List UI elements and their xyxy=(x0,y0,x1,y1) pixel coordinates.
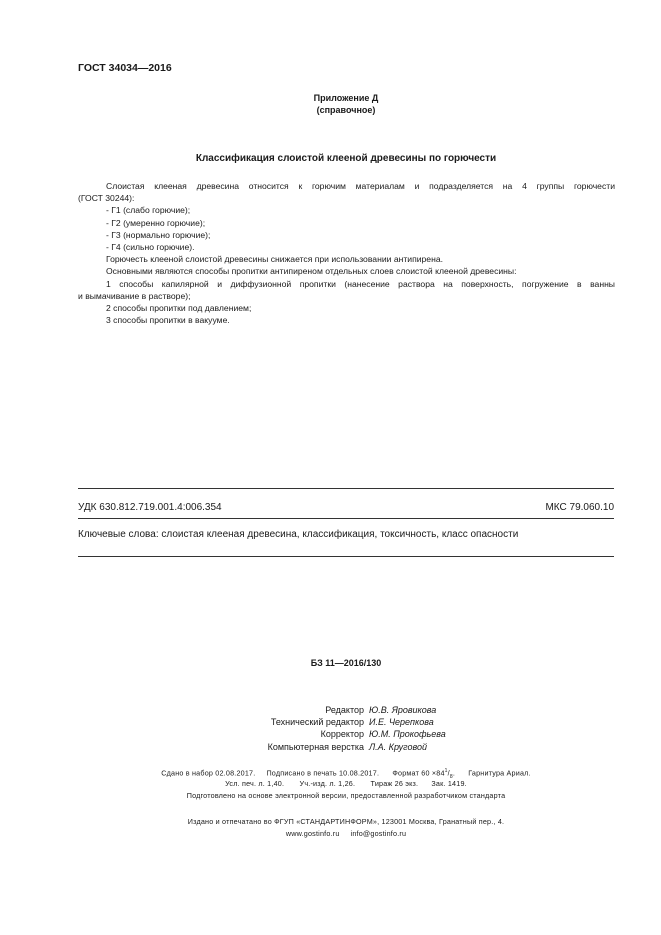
section-title: Классификация слоистой клееной древесины по горючести xyxy=(195,153,497,164)
source-note: Подготовлено на основе электронной версии, предоставленной разработчиком стандарта xyxy=(186,791,506,800)
format-sub: 8 xyxy=(449,773,453,780)
staff-name: Ю.М. Прокофьева xyxy=(369,729,446,740)
staff-name: И.Е. Черепкова xyxy=(369,717,434,728)
staff-row xyxy=(200,704,446,716)
paragraph: Горючесть клееной слоистой древесины снижается при использовании антипирена. xyxy=(106,254,444,265)
paragraph: Слоистая клееная древесина относится к горючим материалам и подразделяется на 4 группы горючести xyxy=(106,181,615,191)
paragraph: Основными являются способы пропитки антипиреном отдельных слоев слоистой клееной древесины: xyxy=(106,266,517,277)
divider xyxy=(78,488,614,489)
print-stats: Усл. печ. л. 1,40. Уч.-изд. л. 1,26. Тираж 26 экз. Зак. 1419. xyxy=(225,779,467,788)
udk-code: УДК 630.812.719.001.4:006.354 xyxy=(78,502,222,513)
bz-number: БЗ 11—2016/130 xyxy=(310,658,382,668)
keywords: Ключевые слова: слоистая клееная древесина, классификация, токсичность, класс опасности xyxy=(78,529,519,540)
staff-role: Редактор xyxy=(325,705,364,715)
publisher-links: www.gostinfo.ru info@gostinfo.ru xyxy=(285,829,407,838)
staff-role: Технический редактор xyxy=(270,717,364,728)
staff-row xyxy=(200,741,446,753)
mks-code: МКС 79.060.10 xyxy=(545,502,614,513)
list-item: - Г4 (сильно горючие). xyxy=(106,242,195,253)
staff-name: Л.А. Круговой xyxy=(369,741,428,752)
appendix-title: Приложение Д xyxy=(313,93,379,103)
staff-list xyxy=(200,704,446,753)
staff-row xyxy=(200,716,446,728)
print-details-a: Сдано в набор 02.08.2017. Подписано в печать 10.08.2017. Формат 60 ×84 xyxy=(161,768,445,778)
list-item: 1 способы капилярной и диффузионной пропитки (нанесение раствора на поверхность, погружение в ванны xyxy=(106,278,615,289)
appendix-subtitle: (справочное) xyxy=(316,105,376,115)
staff-role: Компьютерная верстка xyxy=(267,741,364,752)
list-item: - Г2 (умеренно горючие); xyxy=(106,217,206,228)
divider xyxy=(78,556,614,557)
format-sup: 1 xyxy=(444,768,448,774)
list-item: - Г1 (слабо горючие); xyxy=(106,205,191,216)
print-details: Сдано в набор 02.08.2017. Подписано в печать 10.08.2017. Формат $60 \times 84^1/_8$. Гарнитура Ариал. xyxy=(161,768,531,780)
list-item: 3 способы пропитки в вакууме. xyxy=(106,315,230,326)
body-text xyxy=(78,180,615,326)
divider xyxy=(78,518,614,519)
print-details-b: . Гарнитура Ариал. xyxy=(452,768,531,778)
staff-row xyxy=(200,728,446,740)
staff-role: Корректор xyxy=(320,729,364,740)
document-header: ГОСТ 34034—2016 xyxy=(78,62,172,74)
staff-name: Ю.В. Яровикова xyxy=(369,705,437,715)
publisher-info: Издано и отпечатано во ФГУП «СТАНДАРТИНФОРМ», 123001 Москва, Гранатный пер., 4. xyxy=(187,817,505,826)
paragraph: (ГОСТ 30244): xyxy=(78,193,135,204)
list-item: - Г3 (нормально горючие); xyxy=(106,229,211,240)
list-item: и вымачивание в растворе); xyxy=(78,290,191,301)
list-item: 2 способы пропитки под давлением; xyxy=(106,303,252,314)
